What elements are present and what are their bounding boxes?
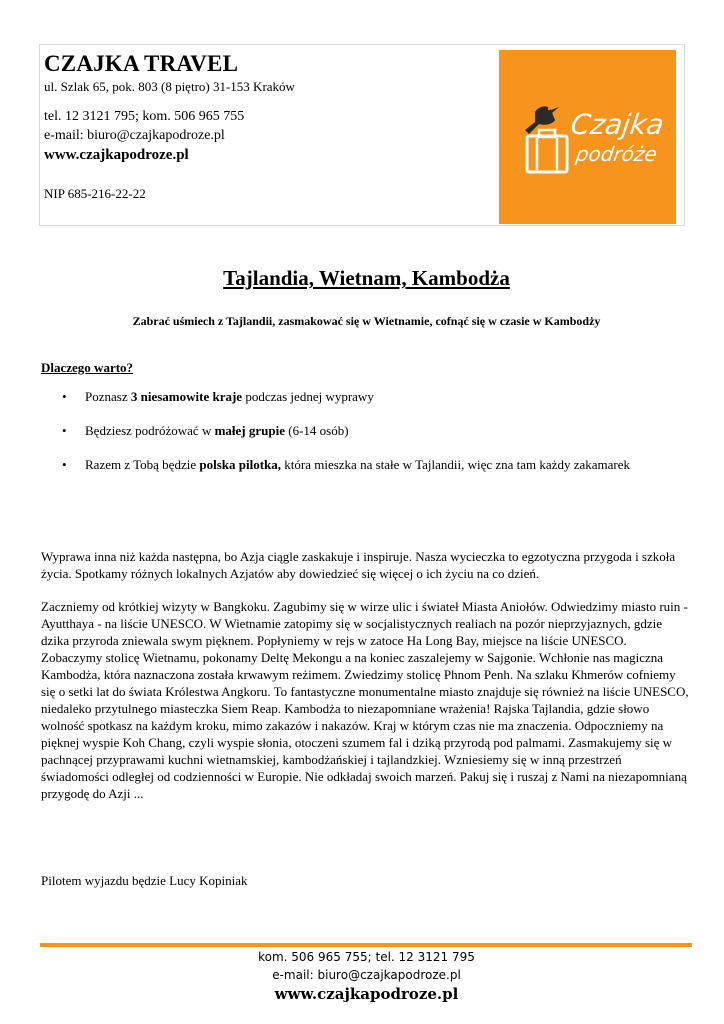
- bullet-icon: •: [62, 389, 67, 404]
- footer-website: www.czajkapodroze.pl: [274, 985, 459, 1003]
- company-nip: NIP 685-216-22-22: [44, 186, 146, 201]
- itinerary-paragraph: Zaczniemy od krótkiej wizyty w Bangkoku. Zagubimy się w wirze ulic i świateł Miasta Aniołów. Odwiedzimy miasto ruin - Ayutthaya - na liście UNESCO. W Wietnamie zatopimy się w socjalistycznych realiach na pozór nieprzyjaznych, gdzie dzika przyroda zniewala swym pięknem. Popłyniemy w rejs w zatoce Ha Long Bay, miejsce na liście UNESCO. Zobaczymy stolicę Wietnamu, pokonamy Deltę Mekongu a na koniec zaszalejemy w Sajgonie. Wchłonie nas magiczna Kambodża, która naznaczona została krwawym reżimem. Zwiedzimy stolicę Phnom Penh. Na szlaku Khmerów cofniemy się o setki lat do świata Królestwa Angkoru. To fantastyczne monumentalne miasto znajduje się również na liście UNESCO, niedaleko przytulnego miasteczka Siem Reap. Kambodża to niezapomniane wrażenia! Rajska Tajlandia, gdzie słowo wolność spotkasz na każdym kroku, mimo zakazów i nakazów. Kraj w którym czas nie ma znaczenia. Odpoczniemy na pięknej wyspie Koh Chang, czyli wyspie słonia, otoczeni szumem fal i dziką przyrodą pod palmami. Zasmakujemy się w pachnącej przyprawami kuchni wietnamskiej, kambodżańskiej i tajlandzkiej. Wzniesiemy się w inną przestrzeń świadomości odległej od codzienności w Europie. Nie odkładaj swoich marzeń. Pakuj się i ruszaj z Nami na niezapomnianą przygodę do Azji ...: [41, 599, 689, 801]
- list-item: [62, 456, 692, 474]
- company-logo: [499, 50, 676, 224]
- list-item: [62, 388, 692, 406]
- letterhead: [39, 44, 685, 226]
- bullet-text-bold: polska pilotka,: [199, 457, 282, 472]
- bullet-text-pre: Będziesz podróżować w: [85, 423, 215, 438]
- footer-divider: [40, 943, 692, 947]
- bullet-text-post: (6-14 osób): [285, 423, 349, 438]
- logo-text-czajka: Czajka: [568, 108, 666, 141]
- bullet-text-post: podczas jednej wyprawy: [242, 389, 374, 404]
- footer-email: e-mail: biuro@czajkapodroze.pl: [272, 968, 461, 982]
- list-item: [62, 422, 692, 440]
- bullet-icon: •: [62, 423, 67, 438]
- bullet-text-post: która mieszka na stałe w Tajlandii, więc zna tam każdy zakamarek: [281, 457, 630, 472]
- company-website: www.czajkapodroze.pl: [44, 147, 189, 163]
- bullet-icon: •: [62, 457, 67, 472]
- company-address: ul. Szlak 65, pok. 803 (8 piętro) 31-153 Kraków: [44, 79, 295, 94]
- bullet-text-bold: 3 niesamowite kraje: [130, 389, 243, 404]
- logo-text-podroze: podróże: [574, 142, 659, 166]
- page-subtitle: Zabrać uśmiech z Tajlandii, zasmakować się w Wietnamie, cofnąć się w czasie w Kambodży: [132, 314, 601, 328]
- intro-paragraph: Wyprawa inna niż każda następna, bo Azja ciągle zaskakuje i inspiruje. Nasza wycieczka to egzotyczna przygoda i szkoła życia. Spotkamy różnych lokalnych Azjatów aby dowiedzieć się więcej o ich życiu na co dzień.: [41, 549, 676, 581]
- page-title: Tajlandia, Wietnam, Kambodża: [223, 266, 510, 290]
- company-phone: tel. 12 3121 795; kom. 506 965 755: [44, 109, 245, 124]
- company-name: CZAJKA TRAVEL: [44, 51, 239, 76]
- bullet-text-pre: Poznasz: [85, 389, 131, 404]
- pilot-info: Pilotem wyjazdu będzie Lucy Kopiniak: [41, 873, 248, 888]
- benefits-list: [62, 388, 692, 490]
- bullet-text-bold: małej grupie: [214, 423, 285, 438]
- footer-phone: kom. 506 965 755; tel. 12 3121 795: [258, 950, 475, 964]
- why-heading: Dlaczego warto?: [41, 360, 134, 375]
- bullet-text-pre: Razem z Tobą będzie: [85, 457, 200, 472]
- company-email: e-mail: biuro@czajkapodroze.pl: [44, 128, 225, 143]
